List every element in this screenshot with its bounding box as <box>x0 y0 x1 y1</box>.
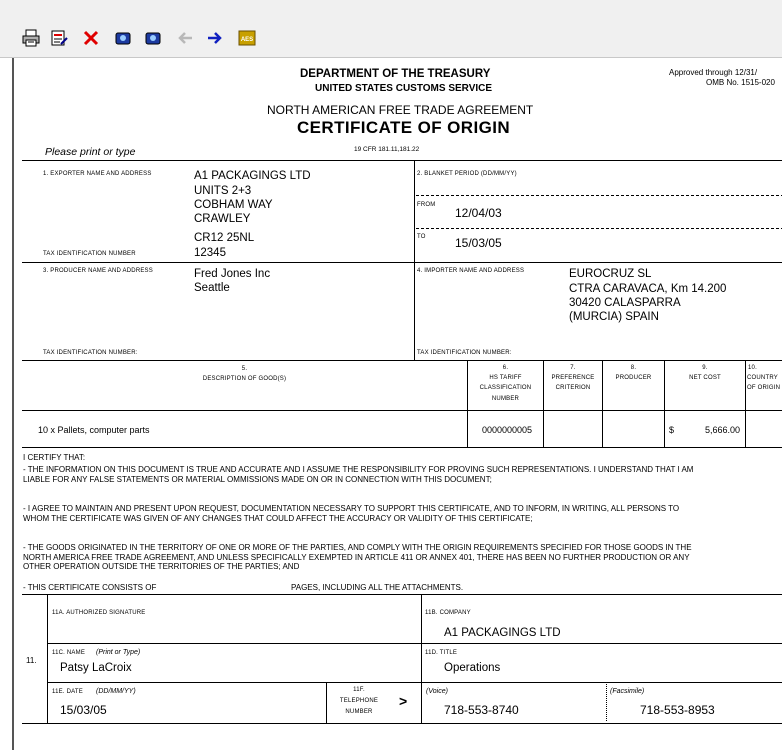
date-label: 11E. DATE <box>52 689 83 695</box>
certify-paragraph: - I AGREE TO MAINTAIN AND PRESENT UPON REQUEST, DOCUMENTATION NECESSARY TO SUPPORT THIS CERTIFICATE, AND TO INFORM, IN WRITING, ALL PERSONS TO WHOM THE CERTIFICATE WAS GIVEN OF ANY CHANGES THAT COULD AFFECT THE ACCURACY OR VALIDITY OF THIS CERTIFICATE; <box>23 504 680 523</box>
company-label: 11B. COMPANY <box>425 610 471 616</box>
omb-number: OMB No. 1515-020 <box>706 78 775 87</box>
find-next-button[interactable] <box>142 27 164 49</box>
certify-paragraph: - THE GOODS ORIGINATED IN THE TERRITORY OF ONE OR MORE OF THE PARTIES, AND COMPLY WITH THE ORIGIN REQUIREMENTS SPECIFIED FOR THOSE GOODS IN THE NORTH AMERICA FREE TRADE AGREEMENT, AND UNLESS SPECIFICALLY EXEMPTED IN ARTICLE 411 OR ANNEX 401, THERE HAS BEEN NO FURTHER PRODUCTION OR ANY OTHER OPERATION OUTSIDE THE TERRITORIES OF THE PARTIES; AND <box>23 543 692 571</box>
certificate-document <box>12 58 782 750</box>
col9-header: NET COST <box>689 375 721 381</box>
exporter-line: CRAWLEY <box>194 213 251 225</box>
certify-pages-label: - THIS CERTIFICATE CONSISTS OF <box>23 583 157 592</box>
from-date: 12/04/03 <box>455 206 502 220</box>
hs-tariff-value: 0000000005 <box>482 425 533 435</box>
section11-number: 11. <box>26 656 37 665</box>
col9-number: 9. <box>702 365 708 371</box>
date-hint: (DD/MM/YY) <box>96 688 136 695</box>
department-heading: DEPARTMENT OF THE TREASURY <box>300 68 491 80</box>
edit-form-button[interactable] <box>48 27 70 49</box>
edit-form-icon <box>50 29 68 47</box>
exporter-label: 1. EXPORTER NAME AND ADDRESS <box>43 171 152 177</box>
delete-icon <box>82 29 100 47</box>
delete-button[interactable] <box>80 27 102 49</box>
print-button[interactable] <box>20 27 42 49</box>
col10-number: 10. <box>748 365 757 371</box>
exporter-line: COBHAM WAY <box>194 199 273 211</box>
title-value: Operations <box>444 662 501 674</box>
col10-header: OF ORIGIN <box>747 385 781 391</box>
producer-label: 3. PRODUCER NAME AND ADDRESS <box>43 268 153 274</box>
form-top-border <box>22 160 782 161</box>
importer-line: 30420 CALASPARRA <box>569 297 681 309</box>
from-label: FROM <box>417 202 436 208</box>
col7-header: CRITERION <box>555 385 591 391</box>
agreement-heading: NORTH AMERICAN FREE TRADE AGREEMENT <box>267 103 534 117</box>
col6-number: 6. <box>502 365 509 371</box>
col7-header: PREFERENCE <box>551 375 595 381</box>
aes-icon <box>238 29 256 47</box>
col8-header: PRODUCER <box>615 375 652 381</box>
goods-description: 10 x Pallets, computer parts <box>38 425 150 435</box>
date-value: 15/03/05 <box>60 703 107 717</box>
producer-tax-label: TAX IDENTIFICATION NUMBER: <box>43 350 138 356</box>
col6-header: CLASSIFICATION <box>479 385 532 391</box>
title-label: 11D. TITLE <box>425 650 458 656</box>
fax-value: 718-553-8953 <box>640 703 715 717</box>
to-label: TO <box>417 234 426 240</box>
page-title: CERTIFICATE OF ORIGIN <box>297 118 511 137</box>
aes-button[interactable] <box>236 27 258 49</box>
exporter-tax-label: TAX IDENTIFICATION NUMBER <box>43 251 136 257</box>
fax-label: (Facsimile) <box>610 688 645 695</box>
currency-symbol: $ <box>669 425 675 435</box>
find-previous-button[interactable] <box>112 27 134 49</box>
to-date: 15/03/05 <box>455 236 502 250</box>
voice-label: (Voice) <box>426 688 448 695</box>
net-cost-value: 5,666.00 <box>704 425 740 435</box>
col7-number: 7. <box>570 365 576 371</box>
col5-number: 5. <box>241 366 248 372</box>
name-label: 11C. NAME <box>52 650 86 656</box>
cfr-reference: 19 CFR 181.11,181.22 <box>354 146 420 153</box>
company-value: A1 PACKAGINGS LTD <box>444 627 561 639</box>
telephone-label: NUMBER <box>345 709 373 715</box>
importer-line: CTRA CARAVACA, Km 14.200 <box>569 283 727 295</box>
col5-header: DESCRIPTION OF GOOD(S) <box>202 376 287 382</box>
name-hint: (Print or Type) <box>96 649 141 656</box>
col6-header: NUMBER <box>491 396 520 402</box>
voice-value: 718-553-8740 <box>444 703 519 717</box>
service-heading: UNITED STATES CUSTOMS SERVICE <box>315 83 493 94</box>
back-arrow-icon <box>176 29 194 47</box>
producer-line: Fred Jones Inc <box>194 268 271 280</box>
signature-label: 11A. AUTHORIZED SIGNATURE <box>52 610 146 616</box>
col6-header: HS TARIFF <box>489 375 522 381</box>
telephone-label: TELEPHONE <box>339 698 379 704</box>
telephone-arrow: > <box>399 693 408 709</box>
forward-button[interactable] <box>204 27 226 49</box>
certify-heading: I CERTIFY THAT: <box>23 453 86 462</box>
forward-arrow-icon <box>206 29 224 47</box>
exporter-line: A1 PACKAGINGS LTD <box>194 170 311 182</box>
col8-number: 8. <box>630 365 637 371</box>
mid-divider <box>414 160 415 360</box>
col10-header: COUNTRY <box>747 375 778 381</box>
telephone-label: 11F. <box>353 687 365 693</box>
row-divider <box>22 262 782 263</box>
importer-line: (MURCIA) SPAIN <box>569 311 659 323</box>
toolbar <box>0 0 782 58</box>
find-next-icon <box>144 29 162 47</box>
blanket-period-label: 2. BLANKET PERIOD (DD/MM/YY) <box>417 171 517 177</box>
approval-note: Approved through 12/31/ <box>669 68 758 77</box>
producer-line: Seattle <box>194 282 230 294</box>
name-value: Patsy LaCroix <box>60 662 132 674</box>
print-hint: Please print or type <box>45 146 136 158</box>
exporter-tax-value: 12345 <box>194 247 226 259</box>
exporter-line: CR12 25NL <box>194 232 255 244</box>
back-button[interactable] <box>174 27 196 49</box>
svg-text:AES: AES <box>240 37 254 43</box>
certify-pages-suffix: PAGES, INCLUDING ALL THE ATTACHMENTS. <box>291 583 464 592</box>
print-icon <box>22 29 40 47</box>
exporter-line: UNITS 2+3 <box>194 185 252 197</box>
importer-tax-label: TAX IDENTIFICATION NUMBER: <box>417 350 512 356</box>
find-previous-icon <box>114 29 132 47</box>
certify-paragraph: - THE INFORMATION ON THIS DOCUMENT IS TRUE AND ACCURATE AND I ASSUME THE RESPONSIBILITY FOR PROVING SUCH REPRESENTATIONS. I UNDERSTAND THAT I AM LIABLE FOR ANY FALSE STATEMENTS OR MATERIAL OMMISSIONS MADE ON OR IN CONNECTION WITH THIS DOCUMENT; <box>23 465 694 484</box>
importer-line: EUROCRUZ SL <box>569 268 652 280</box>
importer-label: 4. IMPORTER NAME AND ADDRESS <box>417 268 525 274</box>
